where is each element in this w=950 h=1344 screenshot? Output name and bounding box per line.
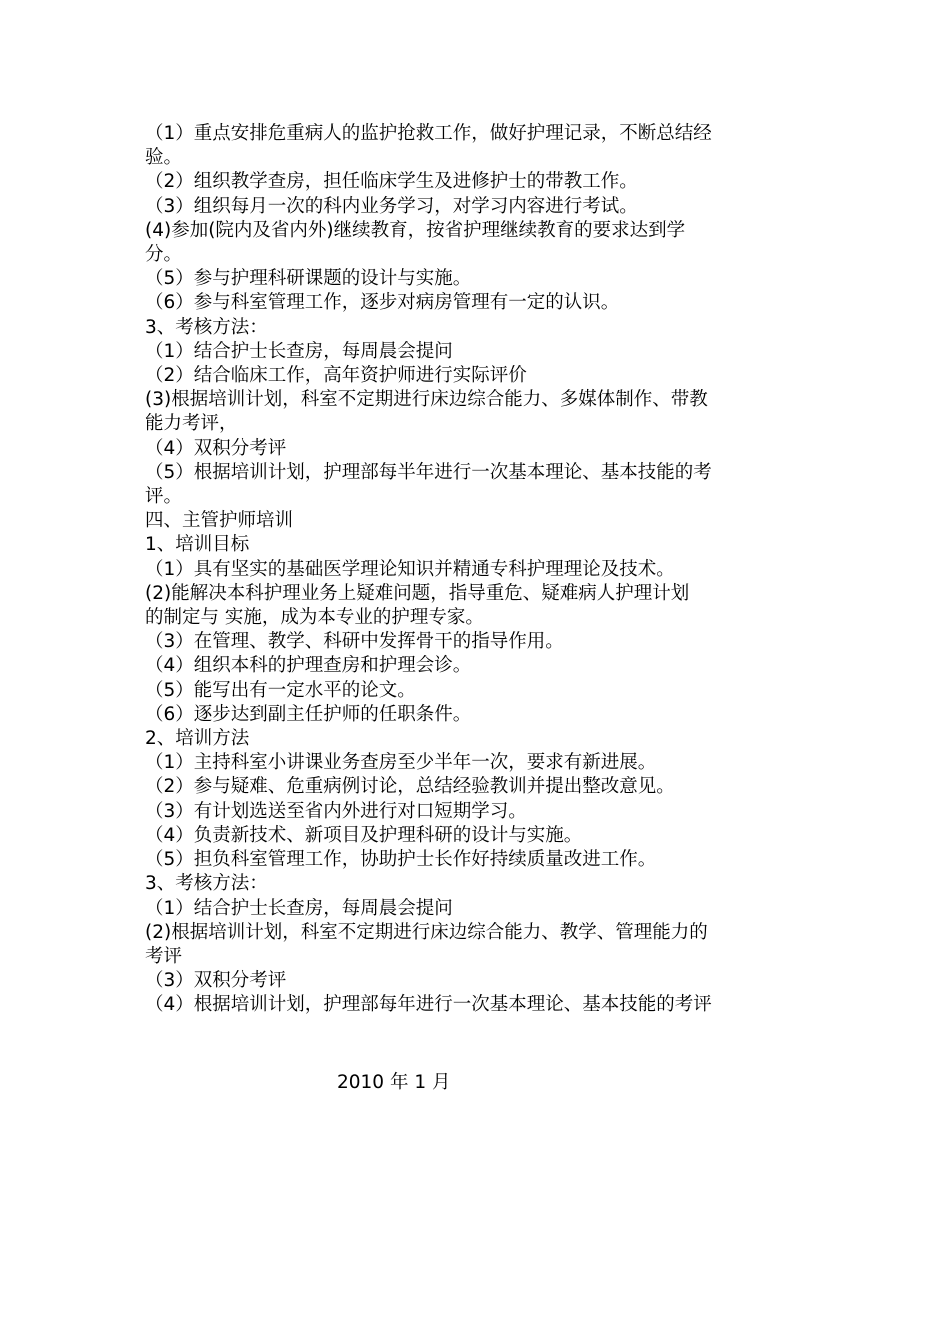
text-line: （4）负责新技术、新项目及护理科研的设计与实施。 (145, 824, 583, 846)
section-heading: 3、考核方法： (145, 316, 268, 338)
text-line: (2)根据培训计划，科室不定期进行床边综合能力、教学、管理能力的 (145, 921, 708, 943)
text-line: （3）有计划选送至省内外进行对口短期学习。 (145, 800, 527, 822)
text-line: (4)参加(院内及省内外)继续教育，按省护理继续教育的要求达到学 (145, 219, 686, 241)
text-line: （6）逐步达到副主任护师的任职条件。 (145, 703, 472, 725)
text-line: （4）根据培训计划，护理部每年进行一次基本理论、基本技能的考评 (145, 994, 712, 1016)
text-line: （2）结合临床工作，高年资护师进行实际评价 (145, 365, 527, 387)
section-heading: 四、主管护师培训 (145, 510, 294, 532)
text-line: 考评 (145, 945, 183, 967)
text-line: （3）在管理、教学、科研中发挥骨干的指导作用。 (145, 631, 564, 653)
text-line: （4）组织本科的护理查房和护理会诊。 (145, 655, 472, 677)
text-line: （1）结合护士长查房，每周晨会提问 (145, 340, 453, 362)
text-line: 验。 (145, 147, 183, 169)
text-line: （6）参与科室管理工作，逐步对病房管理有一定的认识。 (145, 292, 620, 314)
text-line: （5）能写出有一定水平的论文。 (145, 679, 416, 701)
text-line: （4）双积分考评 (145, 437, 287, 459)
section-heading: 2、培训方法 (145, 728, 250, 750)
document-body (145, 122, 810, 1018)
text-line: （3）双积分考评 (145, 970, 287, 992)
text-line: （2）组织教学查房，担任临床学生及进修护士的带教工作。 (145, 171, 638, 193)
section-heading: 1、培训目标 (145, 534, 250, 556)
text-line: （1）具有坚实的基础医学理论知识并精通专科护理理论及技术。 (145, 558, 675, 580)
text-line: （1）结合护士长查房，每周晨会提问 (145, 897, 453, 919)
text-line: （1）重点安排危重病人的监护抢救工作，做好护理记录，不断总结经 (145, 123, 712, 144)
section-heading: 3、考核方法： (145, 873, 268, 895)
text-line: （2）参与疑难、危重病例讨论，总结经验教训并提出整改意见。 (145, 776, 675, 798)
text-line: (3)根据培训计划，科室不定期进行床边综合能力、多媒体制作、带教 (145, 389, 708, 411)
text-line: 能力考评， (145, 413, 238, 435)
document-date: 2010 年 1 月 (337, 1072, 451, 1093)
text-line: 分。 (145, 244, 183, 266)
text-line: 的制定与 实施，成为本专业的护理专家。 (145, 607, 484, 629)
text-line: （5）根据培训计划，护理部每半年进行一次基本理论、基本技能的考 (145, 461, 712, 483)
text-line: （5）参与护理科研课题的设计与实施。 (145, 268, 472, 290)
text-line: （5）担负科室管理工作，协助护士长作好持续质量改进工作。 (145, 849, 657, 871)
text-line: （3）组织每月一次的科内业务学习，对学习内容进行考试。 (145, 195, 638, 217)
text-line: 评。 (145, 486, 183, 508)
text-line: （1）主持科室小讲课业务查房至少半年一次，要求有新进展。 (145, 752, 657, 774)
text-line: (2)能解决本科护理业务上疑难问题，指导重危、疑难病人护理计划 (145, 582, 690, 604)
